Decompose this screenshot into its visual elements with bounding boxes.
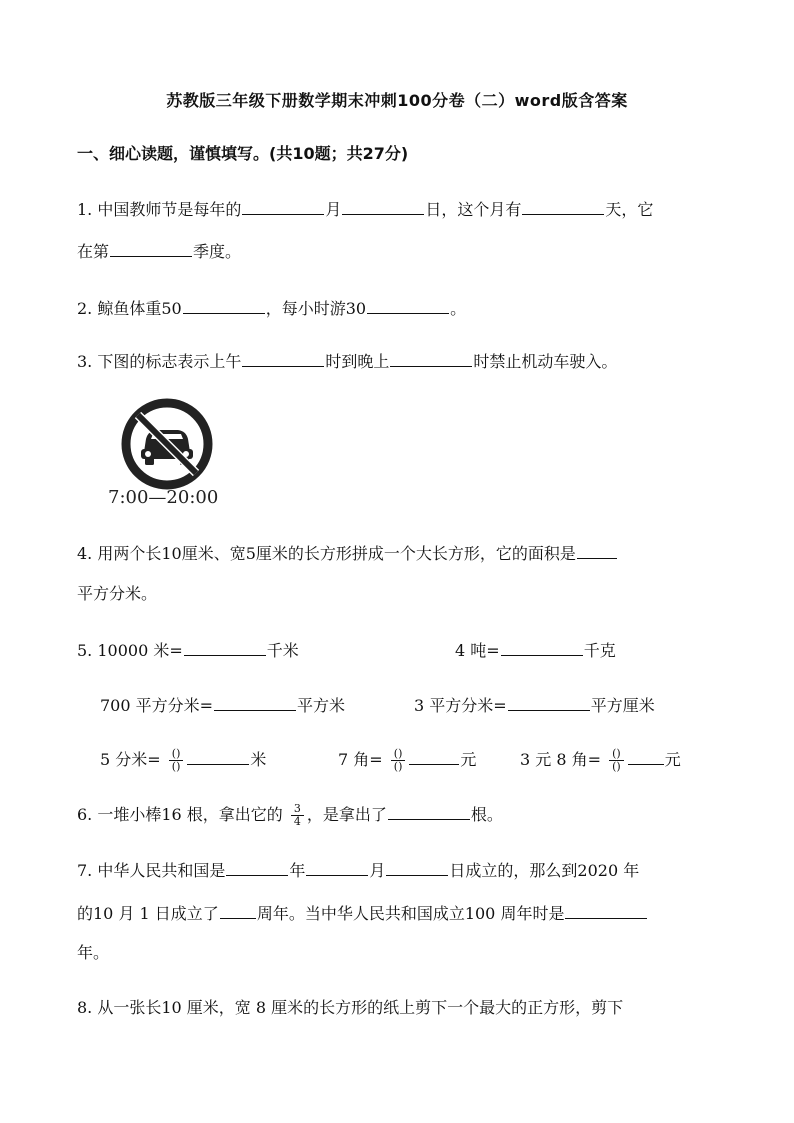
question-7-line-1 [77, 857, 639, 883]
question-8 [77, 996, 623, 1020]
question-text: 5 分米= [100, 750, 161, 769]
question-5-row-1b [455, 637, 616, 663]
question-number: 4. [77, 544, 93, 563]
answer-blank[interactable] [183, 295, 265, 314]
question-text: 月 [369, 861, 386, 880]
answer-blank[interactable] [187, 746, 249, 765]
answer-blank[interactable] [184, 637, 266, 656]
question-1-line-1 [77, 196, 653, 222]
sign-time-caption: 7:00—20:00 [108, 487, 219, 508]
answer-blank[interactable] [388, 801, 470, 820]
answer-blank[interactable] [110, 238, 192, 257]
answer-blank[interactable] [390, 348, 472, 367]
question-number: 1. [77, 200, 93, 219]
question-number: 8. [77, 998, 93, 1017]
question-text: 平方米 [297, 696, 346, 715]
question-text: 中华人民共和国是 [97, 861, 226, 880]
question-7-line-2 [77, 900, 648, 926]
question-text: 的10 月 1 日成立了 [77, 904, 219, 923]
answer-blank[interactable] [214, 692, 296, 711]
answer-blank[interactable] [577, 540, 617, 559]
question-6 [77, 801, 503, 828]
question-text: 中国教师节是每年的 [97, 200, 242, 219]
question-5-row-3c [520, 746, 681, 773]
question-text: 时到晚上 [325, 352, 390, 371]
question-text: 7 角= [338, 750, 383, 769]
question-text: 米 [250, 750, 267, 769]
answer-blank[interactable] [242, 196, 324, 215]
question-3 [77, 348, 617, 374]
question-number: 6. [77, 805, 93, 824]
question-text: 一堆小棒16 根，拿出它的 [97, 805, 283, 824]
question-text: 4 吨= [455, 641, 500, 660]
question-text: ，每小时游30 [265, 299, 367, 318]
answer-blank[interactable] [226, 857, 288, 876]
answer-blank[interactable] [501, 637, 583, 656]
fraction-three-quarters: $\frac{3}{4}$ [291, 803, 304, 828]
question-text: 从一张长10 厘米，宽 8 厘米的长方形的纸上剪下一个最大的正方形，剪下 [97, 998, 624, 1017]
answer-blank[interactable] [306, 857, 368, 876]
question-text: 平方厘米 [590, 696, 655, 715]
answer-blank[interactable] [342, 196, 424, 215]
question-text: 年。 [77, 943, 110, 962]
question-2 [77, 295, 466, 321]
question-text: 用两个长10厘米、宽5厘米的长方形拼成一个大长方形，它的面积是 [97, 544, 576, 563]
question-1-line-2 [77, 238, 241, 264]
answer-blank[interactable] [565, 900, 647, 919]
question-text: 季度。 [193, 242, 242, 261]
question-5-row-1a [77, 637, 299, 663]
section-heading: 一、细心读题，谨慎填写。(共10题；共27分) [77, 144, 409, 163]
question-text: 10000 米= [97, 641, 183, 660]
question-text: 日成立的，那么到2020 年 [449, 861, 640, 880]
answer-blank[interactable] [409, 746, 459, 765]
question-text: 700 平方分米= [100, 696, 214, 715]
question-text: 元 [664, 750, 681, 769]
question-number: 5. [77, 641, 93, 660]
question-5-row-3a [100, 746, 266, 773]
answer-blank[interactable] [242, 348, 324, 367]
question-text: 鲸鱼体重50 [97, 299, 182, 318]
fraction-blank[interactable]: $\frac{()}{()}$ [169, 748, 184, 773]
question-4-line-1 [77, 540, 618, 566]
question-text: 下图的标志表示上午 [97, 352, 242, 371]
question-5-row-3b [338, 746, 476, 773]
question-text: 天，它 [605, 200, 654, 219]
answer-blank[interactable] [386, 857, 448, 876]
question-text: 时禁止机动车驶入。 [473, 352, 618, 371]
question-number: 3. [77, 352, 93, 371]
question-number: 2. [77, 299, 93, 318]
question-text: 元 [460, 750, 477, 769]
question-text: 在第 [77, 242, 110, 261]
answer-blank[interactable] [220, 900, 256, 919]
question-number: 7. [77, 861, 93, 880]
question-text: 千克 [583, 641, 616, 660]
answer-blank[interactable] [628, 746, 664, 765]
answer-blank[interactable] [367, 295, 449, 314]
answer-blank[interactable] [508, 692, 590, 711]
question-text: 日，这个月有 [425, 200, 522, 219]
question-text: 。 [450, 299, 467, 318]
question-text: ，是拿出了 [306, 805, 387, 824]
fraction-blank[interactable]: $\frac{()}{()}$ [391, 748, 406, 773]
question-4-line-2 [77, 582, 157, 606]
question-text: 年 [289, 861, 306, 880]
question-text: 月 [325, 200, 342, 219]
question-text: 平方分米。 [77, 584, 158, 603]
question-5-row-2b [414, 692, 655, 718]
question-text: 3 元 8 角= [520, 750, 602, 769]
question-5-row-2a [100, 692, 345, 718]
question-text: 根。 [470, 805, 503, 824]
question-text: 千米 [266, 641, 299, 660]
answer-blank[interactable] [522, 196, 604, 215]
question-text: 周年。当中华人民共和国成立100 周年时是 [256, 904, 565, 923]
question-text: 3 平方分米= [414, 696, 507, 715]
question-7-line-3 [77, 941, 109, 965]
page-title: 苏教版三年级下册数学期末冲刺100分卷（二）word版含答案 [166, 91, 628, 110]
fraction-blank[interactable]: $\frac{()}{()}$ [609, 748, 624, 773]
